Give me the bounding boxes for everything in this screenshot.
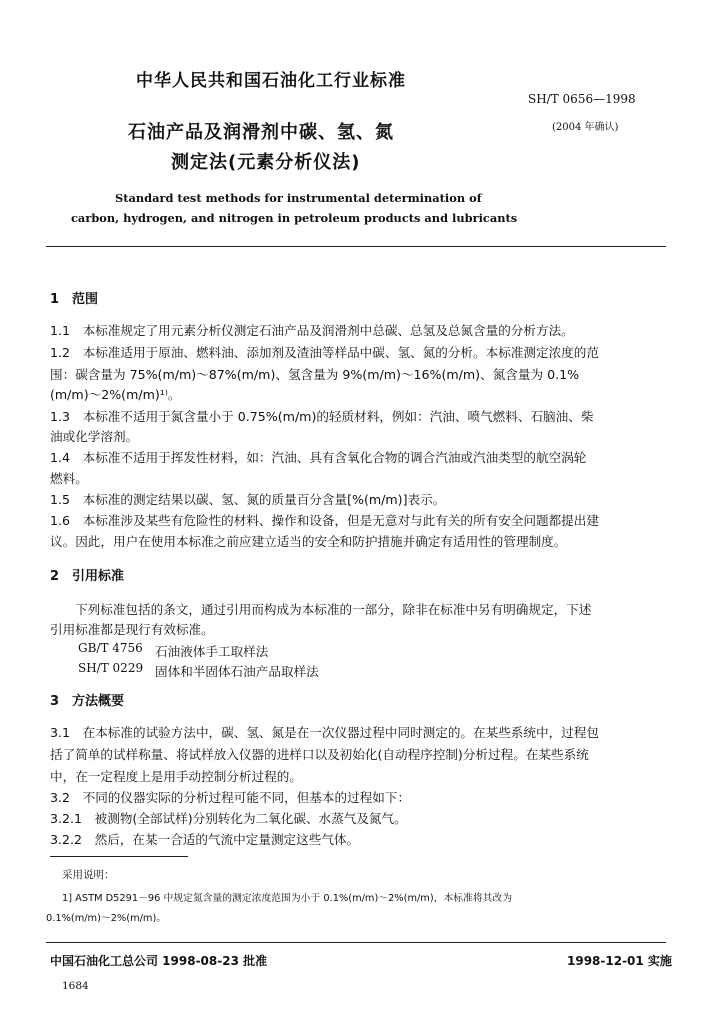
clause-1-3: 1.3 本标准不适用于氮含量小于 0.75%(m/m)的轻质材料，例如：汽油、喷气燃料、石脑油、柴 [50, 409, 594, 424]
clause-1-4-cont: 燃料。 [50, 471, 88, 486]
section-3-heading: 3 方法概要 [50, 694, 125, 709]
section-2-para: 下列标准包括的条文，通过引用而构成为本标准的一部分，除非在标准中另有明确规定，下述 [75, 602, 592, 617]
section-1-heading: 1 范围 [50, 292, 99, 307]
standard-code: SH/T 0656—1998 [528, 92, 636, 106]
footnote-rule [50, 856, 188, 857]
footnote-text-cont: 0.1%(m/m)～2%(m/m)。 [46, 913, 167, 924]
reference-1-code: GB/T 4756 [78, 641, 143, 655]
reference-2-code: SH/T 0229 [78, 661, 144, 675]
clause-1-4: 1.4 本标准不适用于挥发性材料，如：汽油、具有含氧化合物的调合汽油或汽油类型的航空涡轮 [50, 450, 587, 465]
title-chinese-line1: 石油产品及润滑剂中碳、氢、氮 [128, 122, 394, 143]
reference-2-title: 固体和半固体石油产品取样法 [155, 664, 319, 679]
clause-1-3-cont: 油或化学溶剂。 [50, 429, 139, 444]
clause-1-6-cont: 议。因此，用户在使用本标准之前应建立适当的安全和防护措施并确定有适用性的管理制度。 [50, 534, 567, 549]
clause-1-1: 1.1 本标准规定了用元素分析仪测定石油产品及润滑剂中总碳、总氢及总氮含量的分析方法。 [50, 323, 574, 338]
clause-1-2-cont1: 围：碳含量为 75%(m/m)～87%(m/m)、氢含量为 9%(m/m)～16%(m/m)、氮含量为 0.1% [50, 367, 580, 382]
title-chinese-line2: 测定法(元素分析仪法) [171, 152, 361, 173]
header-rule [46, 246, 666, 247]
clause-3-2-1: 3.2.1 被测物(全部试样)分别转化为二氧化碳、水蒸气及氮气。 [50, 811, 407, 826]
clause-1-5: 1.5 本标准的测定结果以碳、氢、氮的质量百分含量[%(m/m)]表示。 [50, 492, 446, 507]
effective-date: 1998-12-01 实施 [567, 954, 672, 968]
footnote-text: 1] ASTM D5291－96 中规定氮含量的测定浓度范围为小于 0.1%(m/m)～2%(m/m)，本标准将其改为 [62, 893, 513, 904]
clause-3-2-2: 3.2.2 然后，在某一合适的气流中定量测定这些气体。 [50, 832, 360, 847]
title-english-line2: carbon, hydrogen, and nitrogen in petroleum products and lubricants [71, 211, 518, 225]
clause-1-2-cont2: (m/m)～2%(m/m)¹⁾。 [50, 387, 181, 402]
page-number: 1684 [62, 980, 89, 992]
title-english-line1: Standard test methods for instrumental determination of [115, 191, 482, 205]
clause-3-1-cont2: 中，在一定程度上是用手动控制分析过程的。 [50, 769, 302, 784]
section-2-heading: 2 引用标准 [50, 569, 125, 584]
issuer-approval: 中国石油化工总公司 1998-08-23 批准 [50, 954, 268, 968]
reference-1-title: 石油液体手工取样法 [155, 644, 269, 659]
footer-rule [46, 942, 666, 943]
section-2-para-cont: 引用标准都是现行有效标准。 [50, 622, 214, 637]
clause-3-1: 3.1 在本标准的试验方法中，碳、氢、氮是在一次仪器过程中同时测定的。在某些系统中，过程包 [50, 725, 599, 740]
clause-3-1-cont1: 括了简单的试样称量、将试样放入仪器的进样口以及初始化(自动程序控制)分析过程。在某些系统 [50, 747, 589, 762]
standard-category: 中华人民共和国石油化工行业标准 [136, 71, 406, 91]
clause-1-2: 1.2 本标准适用于原油、燃料油、添加剂及渣油等样品中碳、氢、氮的分析。本标准测定浓度的范 [50, 345, 599, 360]
confirmation-year: (2004 年确认) [552, 122, 619, 133]
clause-1-6: 1.6 本标准涉及某些有危险性的材料、操作和设备，但是无意对与此有关的所有安全问题都提出建 [50, 513, 599, 528]
footnote-label: 采用说明： [62, 869, 115, 881]
clause-3-2: 3.2 不同的仪器实际的分析过程可能不同，但基本的过程如下： [50, 790, 411, 805]
